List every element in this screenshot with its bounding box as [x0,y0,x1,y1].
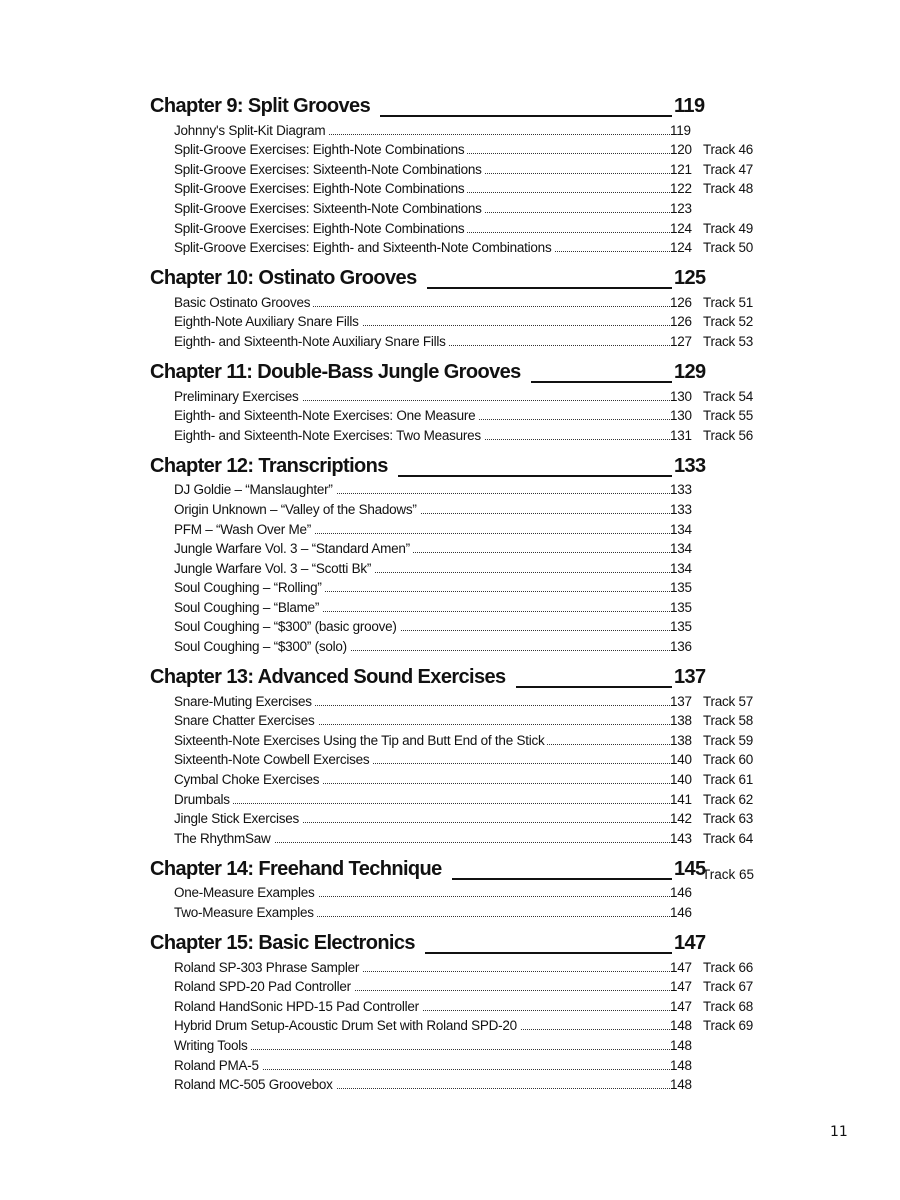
toc-entry[interactable] [150,996,770,1016]
entry-track-number: Track 53 [703,333,754,349]
entry-title: Snare-Muting Exercises [174,694,315,709]
chapter-heading[interactable] [150,855,770,883]
entry-title: The RhythmSaw [174,831,274,846]
chapter-title: Chapter 9: Split Grooves [150,95,380,118]
entry-page-number: 146 [670,905,692,920]
entry-page-number: 135 [670,599,692,615]
entry-title: Basic Ostinato Grooves [174,295,313,310]
entry-track-number: Track 62 [703,791,754,807]
entry-title: Cymbal Choke Exercises [174,772,322,787]
entry-page-number: 142 [670,811,692,827]
toc-entry[interactable] [150,828,770,848]
entry-track-number: Track 59 [703,732,754,748]
chapter-section [150,92,770,257]
entry-title: Split-Groove Exercises: Sixteenth-Note Combinations [174,201,485,216]
entry-track-number: Track 48 [703,181,754,197]
toc-entry[interactable] [150,578,770,598]
toc-entry[interactable] [150,977,770,997]
chapter-heading[interactable] [150,452,770,480]
toc-entry[interactable] [150,480,770,500]
entry-page-number: 120 [670,142,692,158]
chapter-page-number: 125 [674,267,706,290]
toc-entry[interactable] [150,1016,770,1036]
toc-entry[interactable] [150,1035,770,1055]
entry-title: Jungle Warfare Vol. 3 – “Standard Amen” [174,541,413,556]
entry-page-number: 135 [670,619,692,635]
toc-entry[interactable] [150,292,770,312]
entry-title: Soul Coughing – “$300” (basic groove) [174,619,400,634]
toc-entry[interactable] [150,179,770,199]
entry-title: One-Measure Examples [174,885,318,900]
entry-title: Roland SP-303 Phrase Sampler [174,960,362,975]
entry-track-number: Track 68 [703,998,754,1014]
entry-page-number: 135 [670,580,692,596]
entry-title: Soul Coughing – “Rolling” [174,580,325,595]
entry-title: Split-Groove Exercises: Eighth-Note Combinations [174,142,467,157]
chapter-heading[interactable] [150,92,770,120]
toc-entry[interactable] [150,558,770,578]
toc-entry[interactable] [150,539,770,559]
toc-entry[interactable] [150,617,770,637]
toc-entry[interactable] [150,902,770,922]
entry-page-number: 147 [670,959,692,975]
entry-title: Two-Measure Examples [174,905,317,920]
entry-page-number: 130 [670,408,692,424]
entry-title: Split-Groove Exercises: Eighth-Note Combinations [174,181,467,196]
entry-track-number: Track 63 [703,811,754,827]
chapter-page-number: 129 [674,360,706,383]
toc-entry[interactable] [150,1075,770,1095]
chapter-section [150,663,770,848]
entry-track-number: Track 46 [703,142,754,158]
chapter-title: Chapter 11: Double-Bass Jungle Grooves [150,361,531,384]
entry-title: Eighth- and Sixteenth-Note Exercises: Two Measures [174,428,484,443]
entry-title: Origin Unknown – “Valley of the Shadows” [174,502,420,517]
toc-entry[interactable] [150,730,770,750]
entry-page-number: 141 [670,791,692,807]
entry-page-number: 130 [670,388,692,404]
chapter-title: Chapter 10: Ostinato Grooves [150,267,427,290]
chapter-section [150,855,770,922]
entry-track-number: Track 67 [703,979,754,995]
chapter-heading[interactable] [150,929,770,957]
entry-title: Soul Coughing – “$300” (solo) [174,639,350,654]
chapter-section [150,264,770,351]
entry-track-number: Track 54 [703,388,754,404]
entry-track-number: Track 52 [703,314,754,330]
toc-entry[interactable] [150,1055,770,1075]
chapter-heading[interactable] [150,358,770,386]
dot-leader [174,803,672,804]
entry-title: Jungle Warfare Vol. 3 – “Scotti Bk” [174,561,374,576]
chapter-page-number: 119 [674,95,705,117]
entry-page-number: 147 [670,998,692,1014]
entry-title: Roland HandSonic HPD-15 Pad Controller [174,999,422,1014]
toc-entry[interactable] [150,120,770,140]
entry-page-number: 122 [670,181,692,197]
entry-page-number: 148 [670,1077,692,1093]
entry-title: Writing Tools [174,1038,251,1053]
toc-entry[interactable] [150,238,770,258]
entry-title: Soul Coughing – “Blame” [174,600,322,615]
entry-page-number: 127 [670,333,692,349]
toc-entry[interactable] [150,386,770,406]
chapter-page-number: 145 [674,857,706,880]
toc-entry[interactable] [150,789,770,809]
toc-entry[interactable] [150,406,770,426]
entry-page-number: 134 [670,560,692,576]
toc-entry[interactable] [150,331,770,351]
toc-entry[interactable] [150,597,770,617]
entry-title: Preliminary Exercises [174,389,302,404]
entry-title: Roland PMA-5 [174,1058,262,1073]
entry-title: Hybrid Drum Setup-Acoustic Drum Set with Roland SPD-20 [174,1018,520,1033]
entry-page-number: 148 [670,1037,692,1053]
toc-entry[interactable] [150,750,770,770]
chapter-page-number: 133 [674,454,706,477]
toc-entry[interactable] [150,636,770,656]
entry-title: Johnny's Split-Kit Diagram [174,123,328,138]
toc-entry[interactable] [150,218,770,238]
chapter-title: Chapter 15: Basic Electronics [150,932,425,955]
entry-page-number: 147 [670,979,692,995]
toc-entry[interactable] [150,769,770,789]
chapter-title: Chapter 14: Freehand Technique [150,858,452,881]
entry-page-number: 136 [670,639,692,655]
entry-page-number: 134 [670,541,692,557]
toc-entry[interactable] [150,425,770,445]
chapter-section [150,929,770,1094]
toc-entry[interactable] [150,883,770,903]
entry-page-number: 126 [670,314,692,330]
entry-title: Split-Groove Exercises: Sixteenth-Note Combinations [174,162,485,177]
entry-title: Eighth- and Sixteenth-Note Auxiliary Snare Fills [174,334,449,349]
entry-track-number: Track 58 [703,713,754,729]
entry-track-number: Track 49 [703,220,754,236]
entry-page-number: 124 [670,240,692,256]
entry-title: PFM – “Wash Over Me” [174,522,314,537]
entry-page-number: 146 [670,885,692,901]
toc-entry[interactable] [150,691,770,711]
entry-page-number: 138 [670,732,692,748]
entry-page-number: 121 [670,161,692,177]
entry-title: Snare Chatter Exercises [174,713,318,728]
toc-entry[interactable] [150,198,770,218]
toc-entry[interactable] [150,499,770,519]
entry-page-number: 134 [670,521,692,537]
entry-page-number: 140 [670,772,692,788]
entry-track-number: Track 56 [703,427,754,443]
entry-title: Split-Groove Exercises: Eighth- and Sixteenth-Note Combinations [174,240,554,255]
toc-entry[interactable] [150,312,770,332]
toc-entry[interactable] [150,809,770,829]
entry-track-number: Track 64 [703,830,754,846]
entry-page-number: 148 [670,1057,692,1073]
page-number: 11 [830,1124,848,1140]
entry-page-number: 126 [670,294,692,310]
entry-page-number: 143 [670,830,692,846]
entry-title: Roland MC-505 Groovebox [174,1077,336,1092]
entry-track-number: Track 66 [703,959,754,975]
entry-page-number: 124 [670,220,692,236]
entry-page-number: 137 [670,693,692,709]
chapter-page-number: 147 [674,932,706,954]
entry-page-number: 133 [670,501,692,517]
entry-track-number: Track 69 [703,1018,754,1034]
entry-title: Roland SPD-20 Pad Controller [174,979,354,994]
entry-title: Sixteenth-Note Cowbell Exercises [174,752,372,767]
entry-page-number: 131 [670,427,692,443]
entry-track-number: Track 57 [703,693,754,709]
entry-track-number: Track 61 [703,772,754,788]
chapter-heading[interactable] [150,663,770,691]
entry-track-number: Track 51 [703,294,754,310]
entry-page-number: 138 [670,713,692,729]
entry-page-number: 123 [670,200,692,216]
entry-page-number: 133 [670,482,692,498]
entry-track-number: Track 55 [703,408,754,424]
entry-title: DJ Goldie – “Manslaughter” [174,482,336,497]
entry-title: Drumbals [174,792,233,807]
chapter-section [150,452,770,656]
chapter-title: Chapter 12: Transcriptions [150,455,398,478]
toc-entry[interactable] [150,711,770,731]
toc-entry[interactable] [150,159,770,179]
entry-page-number: 140 [670,752,692,768]
entry-track-number: Track 50 [703,240,754,256]
chapter-page-number: 137 [674,666,706,689]
toc-entry[interactable] [150,957,770,977]
toc-entry[interactable] [150,519,770,539]
entry-title: Jingle Stick Exercises [174,811,302,826]
entry-title: Sixteenth-Note Exercises Using the Tip and Butt End of the Stick [174,733,547,748]
toc-entry[interactable] [150,140,770,160]
chapter-track-number: Track 65 [702,866,755,882]
chapter-section [150,358,770,445]
entry-title: Split-Groove Exercises: Eighth-Note Combinations [174,221,467,236]
chapter-title: Chapter 13: Advanced Sound Exercises [150,666,516,689]
entry-title: Eighth-Note Auxiliary Snare Fills [174,314,362,329]
entry-page-number: 148 [670,1018,692,1034]
table-of-contents [150,92,770,1101]
entry-page-number: 119 [670,122,691,138]
entry-title: Eighth- and Sixteenth-Note Exercises: One Measure [174,408,478,423]
chapter-heading[interactable] [150,264,770,292]
entry-track-number: Track 60 [703,752,754,768]
entry-track-number: Track 47 [703,161,754,177]
